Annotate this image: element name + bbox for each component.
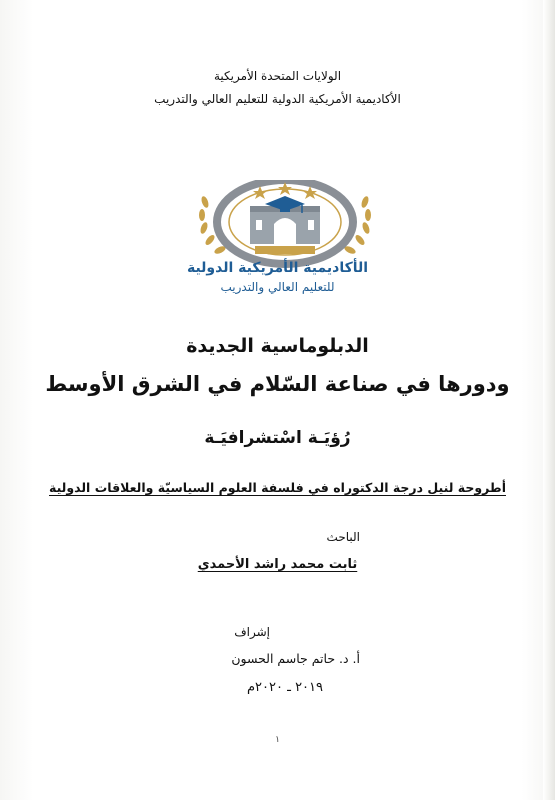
- page-number: ١: [275, 735, 280, 745]
- researcher-label: الباحث: [326, 530, 360, 544]
- title-line3: رُؤيَـة اسْتشرافيَـة: [204, 428, 351, 448]
- academy-logo: [180, 180, 390, 295]
- logo-name-line1: الأكاديمية الأمريكية الدولية: [186, 260, 369, 276]
- academic-years: ٢٠١٩ ـ ٢٠٢٠م: [246, 680, 323, 695]
- thesis-statement-text: أطروحة لنيل درجة الدكتوراه في فلسفة العلوم السياسيّة والعلاقات الدولية: [49, 480, 506, 495]
- logo-name-line2: للتعليم العالي والتدريب: [220, 280, 335, 294]
- academy-seal-icon: [180, 180, 390, 270]
- supervision-label: إشراف: [234, 625, 270, 639]
- researcher-name: [0, 557, 555, 572]
- country-heading: الولايات المتحدة الأمريكية: [213, 69, 342, 83]
- page-edge-shadow: [543, 0, 555, 800]
- researcher-name-text: ثابت محمد راشد الأحمدي: [197, 557, 358, 572]
- title-line2: ودورها في صناعة السّلام في الشرق الأوسط: [45, 372, 510, 396]
- thesis-statement: [0, 480, 555, 495]
- title-line1: الدبلوماسية الجديدة: [186, 335, 369, 357]
- academy-heading: الأكاديمية الأمريكية الدولية للتعليم العالي والتدريب: [154, 92, 401, 106]
- supervisor-name: أ. د. حاتم جاسم الحسون: [231, 651, 360, 666]
